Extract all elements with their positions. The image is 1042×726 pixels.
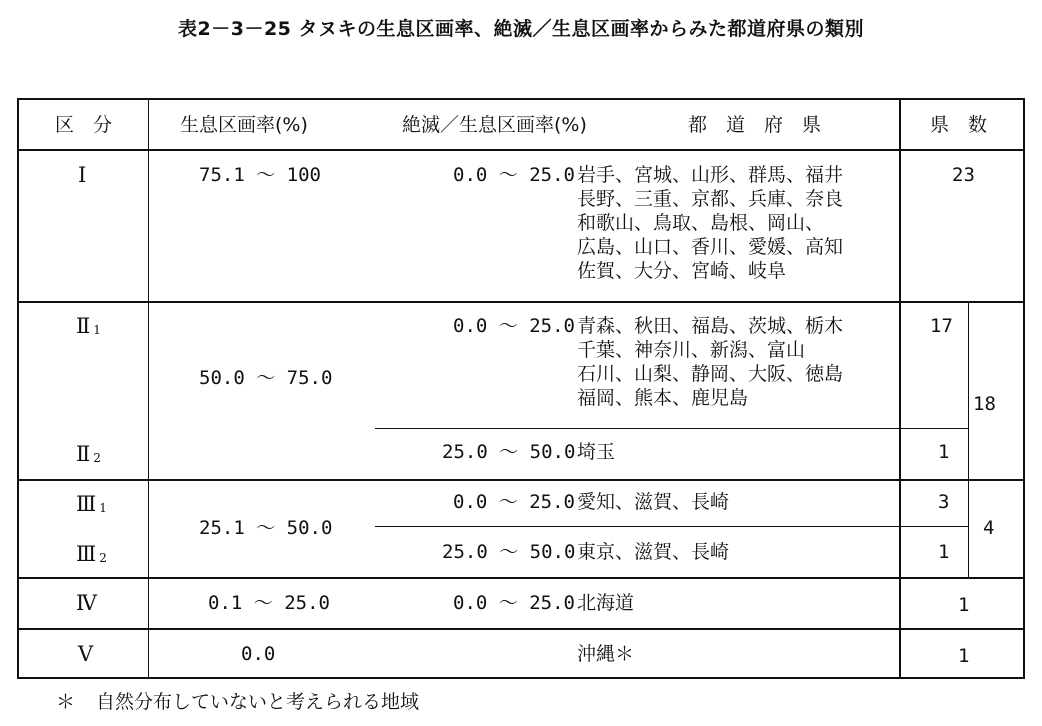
row1-extinct-rate: 0.0 ～ 25.0 — [453, 164, 575, 186]
row3a-category-sub: 1 — [99, 501, 107, 515]
row-divider-4 — [17, 628, 1025, 630]
table-left-border — [17, 98, 19, 679]
row1-count: 23 — [952, 164, 975, 186]
row3a-category — [76, 492, 107, 519]
header-prefectures: 都 道 府 県 — [688, 114, 822, 136]
row3-total: 4 — [983, 517, 995, 539]
row5-category: Ⅴ — [78, 642, 94, 666]
row3b-category-sub: 2 — [99, 551, 107, 565]
row2a-category — [76, 314, 101, 341]
row3b-extinct-rate: 25.0 ～ 50.0 — [442, 541, 576, 563]
footnote-mark: ＊ — [56, 691, 76, 713]
footnote — [56, 690, 419, 714]
row2b-category-numeral: Ⅱ — [76, 442, 91, 466]
row2a-prefecture-line: 千葉、神奈川、新潟、富山 — [577, 339, 806, 361]
row2a-prefecture-line: 福岡、熊本、鹿児島 — [577, 387, 749, 409]
row2a-extinct-rate: 0.0 ～ 25.0 — [453, 315, 575, 337]
subcount-border-3 — [968, 479, 969, 577]
row-divider-3 — [17, 577, 1025, 579]
header-habitat-rate: 生息区画率(%) — [180, 114, 308, 136]
table-bottom-border — [17, 677, 1025, 679]
row4-category: Ⅳ — [76, 591, 97, 615]
row3b-category-numeral: Ⅲ — [76, 542, 97, 566]
footnote-text: 自然分布していないと考えられる地域 — [96, 691, 420, 713]
subcount-border-2 — [968, 301, 969, 479]
table-right-border — [1023, 98, 1025, 679]
table-top-border — [17, 98, 1025, 100]
row-divider-3a-3b — [375, 526, 968, 527]
row1-prefectures — [577, 163, 843, 283]
row5-habitat-rate: 0.0 — [241, 643, 276, 665]
row3b-category — [76, 542, 107, 569]
row2b-extinct-rate: 25.0 ～ 50.0 — [442, 441, 576, 463]
row2a-category-sub: 1 — [93, 323, 101, 337]
row2a-count: 17 — [930, 315, 953, 337]
row3a-extinct-rate: 0.0 ～ 25.0 — [453, 491, 575, 513]
row2b-category-sub: 2 — [93, 451, 101, 465]
row5-prefectures: 沖縄＊ — [577, 643, 635, 665]
row3a-count: 3 — [938, 491, 950, 513]
row2b-count: 1 — [938, 441, 950, 463]
row2a-prefecture-line: 石川、山梨、静岡、大阪、徳島 — [577, 363, 844, 385]
count-column-border — [899, 98, 901, 679]
header-bottom-border — [17, 149, 1025, 151]
row2-habitat-rate: 50.0 ～ 75.0 — [199, 367, 333, 389]
row-divider-2 — [17, 479, 1025, 481]
row3b-prefectures: 東京、滋賀、長崎 — [577, 541, 730, 563]
row2-total: 18 — [973, 393, 996, 415]
row1-prefecture-line: 広島、山口、香川、愛媛、高知 — [577, 236, 844, 258]
row1-prefecture-line: 佐賀、大分、宮崎、岐阜 — [577, 260, 787, 282]
row1-prefecture-line: 和歌山、鳥取、島根、岡山、 — [577, 212, 825, 234]
row5-count: 1 — [958, 645, 970, 667]
table-title: 表2－3－25 タヌキの生息区画率、絶滅／生息区画率からみた都道府県の類別 — [178, 18, 864, 40]
row4-count: 1 — [958, 594, 970, 616]
row2a-category-numeral: Ⅱ — [76, 314, 91, 338]
header-count: 県 数 — [930, 114, 988, 136]
row2b-category — [76, 442, 101, 469]
header-extinct-rate: 絶滅／生息区画率(%) — [402, 114, 587, 136]
row2b-prefectures: 埼玉 — [577, 441, 616, 463]
row2a-prefecture-line: 青森、秋田、福島、茨城、栃木 — [577, 315, 844, 337]
row4-extinct-rate: 0.0 ～ 25.0 — [453, 592, 575, 614]
row3a-category-numeral: Ⅲ — [76, 492, 97, 516]
row-divider-1 — [17, 301, 1025, 303]
row1-prefecture-line: 長野、三重、京都、兵庫、奈良 — [577, 188, 844, 210]
header-category: 区 分 — [55, 114, 113, 136]
row1-habitat-rate: 75.1 ～ 100 — [199, 164, 321, 186]
row1-prefecture-line: 岩手、宮城、山形、群馬、福井 — [577, 164, 844, 186]
row1-category: Ⅰ — [78, 163, 87, 187]
row4-prefectures: 北海道 — [577, 592, 635, 614]
row2a-prefectures — [577, 314, 843, 410]
row3b-count: 1 — [938, 541, 950, 563]
row4-habitat-rate: 0.1 ～ 25.0 — [208, 592, 330, 614]
category-column-border — [148, 98, 149, 679]
row3a-prefectures: 愛知、滋賀、長崎 — [577, 491, 730, 513]
row3-habitat-rate: 25.1 ～ 50.0 — [199, 517, 333, 539]
row-divider-2a-2b — [375, 428, 968, 429]
